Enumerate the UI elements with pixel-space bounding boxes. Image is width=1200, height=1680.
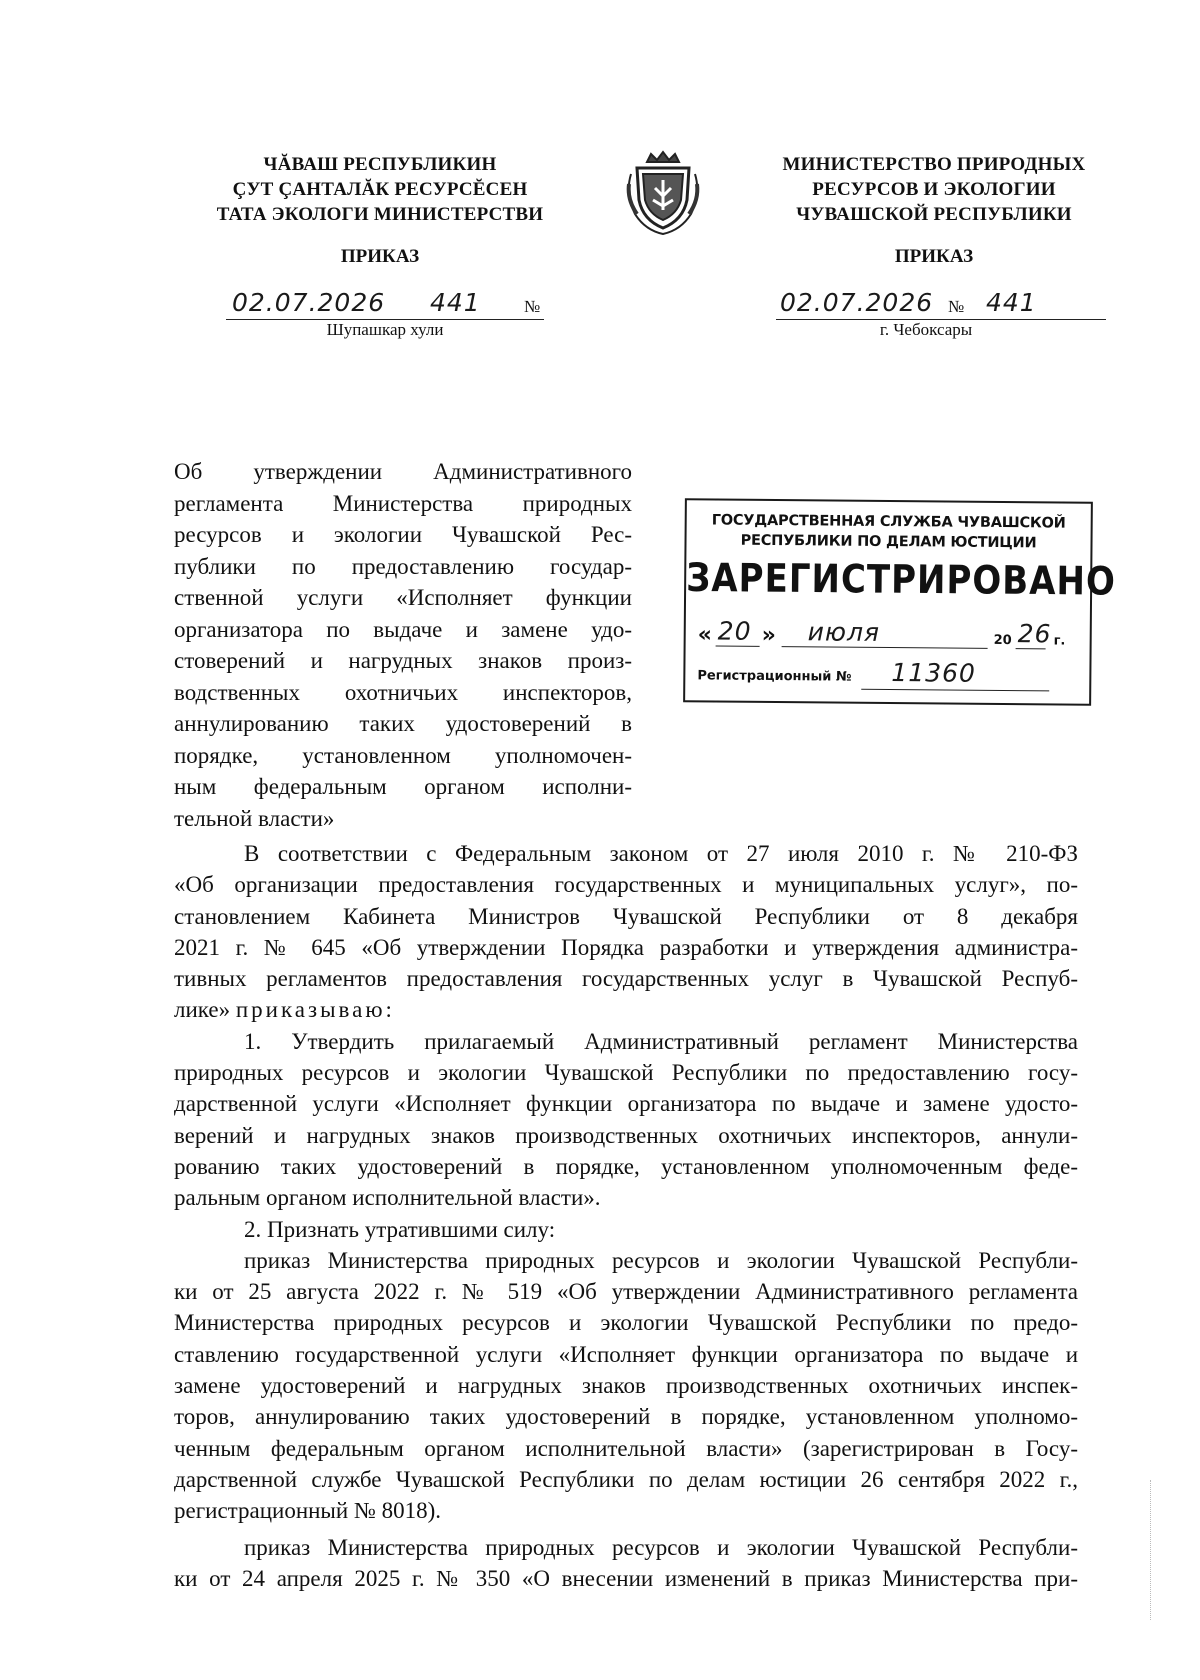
place-russian: г. Чебоксары [879,320,973,339]
body-line: ральным органом исполнительной власти». [174,1185,601,1211]
stamp-registration-number [697,658,1081,693]
body-line: замене удостоверений и нагрудных знаков производственных охотничьих инспек- [174,1373,1078,1399]
order-date-number-left [226,290,544,322]
order-label-right: ПРИКАЗ [894,246,974,267]
header-left-line: ТАТА ЭКОЛОГИ МИНИСТЕРСТВИ [216,204,544,225]
title-line: тельной власти» [174,805,335,831]
document-body [174,838,1078,1594]
body-line: 2021 г. № 645 «Об утверждении Порядка разработки и утверждения администра- [174,934,1078,960]
body-line [174,994,1078,1025]
header-chuvash-ministry-name [200,152,560,227]
body-line: становлением Кабинета Министров Чувашской Республики от 8 декабря [174,903,1078,929]
title-line: организатора по выдаче и замене удо- [174,616,632,642]
stamp-org-line: РЕСПУБЛИКИ ПО ДЕЛАМ ЮСТИЦИИ [740,532,1037,552]
title-line: ресурсов и экологии Чувашской Рес- [174,522,632,547]
body-line: В соответствии с Федеральным законом от 27 июля 2010 г. № 210-ФЗ [244,841,1078,866]
stamp-org-line: ГОСУДАРСТВЕННАЯ СЛУЖБА ЧУВАШСКОЙ [711,512,1066,532]
place-chuvash: Шупашкар хули [326,320,444,339]
handwritten-number: 441 [986,288,1037,317]
coat-of-arms-icon [617,144,709,236]
stamp-organization [686,510,1090,554]
title-line: регламента Министерства природных [174,490,632,516]
title-line: водственных охотничьих инспекторов, [174,679,632,705]
body-line: природных ресурсов и экологии Чувашской Республики по предоставлению госу- [174,1060,1078,1086]
stamp-reg-value: 11360 [891,658,977,688]
body-line: приказ Министерства природных ресурсов и экологии Чувашской Республи- [244,1534,1078,1560]
body-text: лике» [174,997,231,1023]
body-line: 2. Признать утратившими силу: [244,1216,556,1242]
body-line: дарственной службе Чувашской Республики по делам юстиции 26 сентября 2022 г., [174,1466,1078,1492]
body-line: верений и нагрудных знаков производственных охотничьих инспекторов, аннули- [174,1122,1078,1148]
stamp-year-suffix: 26 [1017,619,1052,649]
underline [716,645,760,646]
body-line: ченным федеральным органом исполнительной власти» (зарегистрирован в Госу- [174,1435,1078,1461]
body-line: рованию таких удостоверений в порядке, установленном уполномоченным феде- [174,1153,1078,1179]
document-title [174,456,632,834]
body-line: дарственной услуги «Исполняет функции организатора по выдаче и замене удосто- [174,1091,1078,1117]
handwritten-number: 441 [430,288,481,317]
stamp-year-unit: г. [1053,633,1066,649]
scan-edge-artifact [1150,1480,1157,1620]
stamp-quote-open: « [697,622,713,648]
underline [782,646,988,649]
body-line: ки от 25 августа 2022 г. № 519 «Об утверждении Административного регламента [174,1279,1078,1305]
stamp-date [698,618,1082,651]
number-sign: № [524,297,541,316]
title-line: Об утверждении Административного [174,459,632,484]
number-sign: № [948,297,965,316]
order-word: приказываю: [235,997,395,1023]
title-line: публики по предоставлению государ- [174,553,632,579]
header-russian-ministry-name [754,152,1114,227]
header-left-line: ЧĂВАШ РЕСПУБЛИКИН [263,154,497,175]
stamp-day: 20 [717,616,752,646]
stamp-quote-close: » [761,622,777,649]
order-date-number-right [776,290,1106,322]
title-line: аннулированию таких удостоверений в [174,711,632,736]
body-line: «Об организации предоставления государственных и муниципальных услуг», по- [174,872,1078,898]
stamp-status: ЗАРЕГИСТРИРОВАНО [685,555,1117,605]
body-line: Министерства природных ресурсов и экологии Чувашской Республики по предо- [174,1310,1078,1336]
stamp-month: июля [807,617,881,647]
title-line: стоверений и нагрудных знаков произ- [174,648,632,673]
body-line: приказ Министерства природных ресурсов и экологии Чувашской Республи- [244,1247,1078,1273]
body-line: ки от 24 апреля 2025 г. № 350 «О внесении изменений в приказ Министерства при- [174,1565,1078,1591]
stamp-reg-label: Регистрационный № [697,668,852,685]
body-line: ставлению государственной услуги «Исполняет функции организатора по выдаче и [174,1341,1078,1367]
registration-stamp [683,498,1117,706]
handwritten-date: 02.07.2026 [232,288,386,317]
stamp-year-prefix: 20 [993,632,1012,649]
underline [861,689,1049,692]
header-left-line: ÇУТ ÇАНТАЛĂК РЕСУРСĔСЕН [232,179,528,200]
underline [1016,648,1046,649]
body-line: тивных регламентов предоставления государственных услуг в Чувашской Респуб- [174,966,1078,992]
header-right-line: МИНИСТЕРСТВО ПРИРОДНЫХ [782,154,1086,175]
body-line: 1. Утвердить прилагаемый Административный регламент Министерства [244,1028,1078,1054]
title-line: ным федеральным органом исполни- [174,774,632,799]
title-line: ственной услуги «Исполняет функции [174,585,632,610]
order-label-left: ПРИКАЗ [340,246,420,267]
body-line: регистрационный № 8018). [174,1498,442,1524]
header-right-line: ЧУВАШСКОЙ РЕСПУБЛИКИ [796,204,1072,225]
header-right-line: РЕСУРСОВ И ЭКОЛОГИИ [812,179,1056,200]
handwritten-date: 02.07.2026 [780,288,934,317]
title-line: порядке, установленном уполномочен- [174,742,632,768]
body-line: торов, аннулированию таких удостоверений в порядке, установленном уполномо- [174,1404,1078,1430]
